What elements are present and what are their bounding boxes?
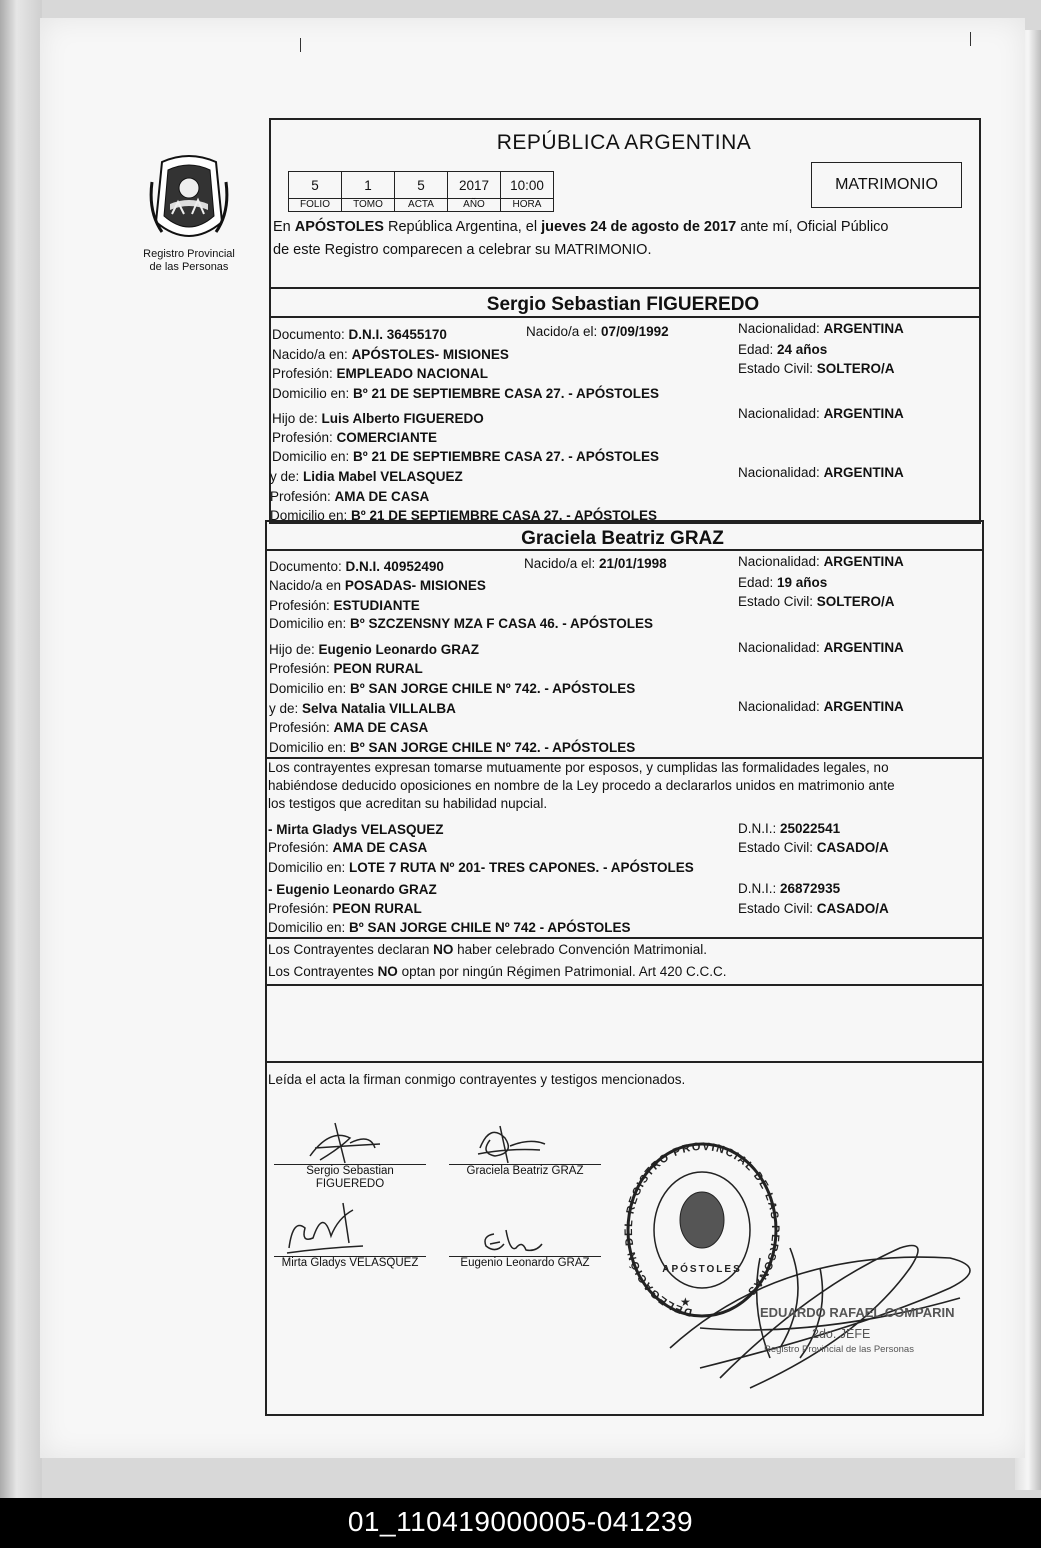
divider [265, 757, 982, 759]
value: Bº 21 DE SEPTIEMBRE CASA 27. - APÓSTOLES [351, 508, 658, 523]
intro-date: jueves 24 de agosto de 2017 [541, 219, 737, 235]
value: ARGENTINA [823, 406, 904, 421]
witness1-profession [268, 840, 427, 856]
witness1-civil-status [738, 840, 889, 856]
signature-scribble-spouse1 [300, 1118, 390, 1168]
label: Profesión: [269, 661, 334, 676]
signature-scribble-spouse2 [470, 1118, 560, 1168]
intro-text: República Argentina, el [383, 219, 542, 235]
hora-value: 10:00 [501, 172, 554, 199]
spouse2-birthdate [524, 556, 667, 572]
witness2-address [268, 920, 630, 936]
label: Domicilio en: [269, 740, 351, 755]
label: Hijo de: [269, 642, 319, 657]
witness1-dni [738, 821, 840, 837]
spouse1-father-nationality [738, 406, 904, 422]
spouse2-civil-status [738, 594, 895, 610]
label: Nacionalidad: [738, 699, 824, 714]
label: Profesión: [270, 489, 335, 504]
value: 26872935 [780, 881, 841, 896]
signature-name: FIGUEREDO [315, 1178, 385, 1190]
value: POSADAS- MISIONES [344, 578, 486, 593]
value: Lidia Mabel VELASQUEZ [303, 469, 463, 484]
misiones-coat-of-arms-logo [148, 152, 230, 248]
value: EMPLEADO NACIONAL [336, 366, 489, 381]
spouse2-nationality [738, 554, 904, 570]
spouse1-address [272, 386, 659, 402]
spouse2-father-address [269, 681, 635, 697]
text-bold: NO [377, 964, 398, 979]
label: Estado Civil: [738, 361, 817, 376]
label: Edad: [738, 575, 778, 590]
text-bold: NO [433, 942, 454, 957]
value: Eugenio Leonardo GRAZ [318, 642, 480, 657]
seal-center-text: APÓSTOLES [662, 1264, 742, 1275]
folio-value: 5 [289, 172, 342, 199]
label: D.N.I.: [738, 821, 781, 836]
declaration-line-1: Los contrayentes expresan tomarse mutuamente por esposos, y cumplidas las formalidades legales, no [268, 760, 889, 775]
witness2-dni [738, 881, 840, 897]
spouse1-mother-profession [270, 489, 429, 505]
spouse1-nationality [738, 321, 904, 337]
value: ARGENTINA [823, 465, 904, 480]
signature-scribble-witness1 [283, 1198, 373, 1258]
witness2-profession [268, 901, 422, 917]
intro-place: APÓSTOLES [294, 219, 384, 235]
value: PEON RURAL [333, 661, 423, 676]
footer-code: 01_110419000005-041239 [0, 1498, 1041, 1548]
label: Estado Civil: [738, 840, 817, 855]
value: Luis Alberto FIGUEREDO [321, 411, 484, 426]
label: Profesión: [269, 720, 334, 735]
seal-ring-text: DELEGACIÓN DEL REGISTRO PROVINCIAL DE LAS PERSONAS [622, 1140, 782, 1319]
label: Nacido/a el: [524, 556, 600, 571]
label: Domicilio en: [268, 920, 350, 935]
divider [265, 984, 982, 986]
label: D.N.I.: [738, 881, 781, 896]
closing-statement: Leída el acta la firman conmigo contrayentes y testigos mencionados. [268, 1072, 686, 1087]
signature-name: Sergio Sebastian [306, 1165, 394, 1177]
page-tick [970, 32, 971, 46]
label: Domicilio en: [268, 860, 350, 875]
declaration-line-3: los testigos que acreditan su habilidad nupcial. [268, 796, 548, 811]
label: Profesión: [269, 598, 334, 613]
value: APÓSTOLES- MISIONES [351, 347, 509, 362]
anio-value: 2017 [448, 172, 501, 199]
value: 24 años [777, 342, 828, 357]
spouse2-mother-profession [269, 720, 428, 736]
value: SOLTERO/A [816, 594, 895, 609]
officer-org: Registro Provincial de las Personas [764, 1344, 914, 1355]
value: 21/01/1998 [599, 556, 667, 571]
value: SOLTERO/A [816, 361, 895, 376]
registry-table [288, 171, 554, 212]
label: Domicilio en: [272, 449, 354, 464]
officer-name: EDUARDO RAFAEL COMPARIN [760, 1305, 955, 1320]
intro-line-1 [273, 219, 889, 235]
label: Domicilio en: [272, 386, 354, 401]
label: Nacido/a en: [272, 347, 352, 362]
spouse2-mother-address [269, 740, 635, 756]
spouse1-birthdate [526, 324, 669, 340]
tomo-label: TOMO [342, 199, 395, 212]
value: Bº SAN JORGE CHILE Nº 742. - APÓSTOLES [350, 740, 636, 755]
text: haber celebrado Convención Matrimonial. [453, 942, 707, 957]
value: AMA DE CASA [334, 489, 430, 504]
value: Bº 21 DE SEPTIEMBRE CASA 27. - APÓSTOLES [353, 449, 660, 464]
label: y de: [269, 701, 303, 716]
spouse2-name: Graciela Beatriz GRAZ [521, 528, 724, 549]
value: ARGENTINA [823, 554, 904, 569]
spouse1-mother-address [270, 508, 657, 524]
spouse2-age [738, 575, 827, 591]
signature-label-witness1: Mirta Gladys VELASQUEZ [281, 1257, 419, 1269]
hora-label: HORA [501, 199, 554, 212]
value: Selva Natalia VILLALBA [302, 701, 456, 716]
anio-label: AÑO [448, 199, 501, 212]
value: LOTE 7 RUTA Nº 201- TRES CAPONES. - APÓSTOLES [349, 860, 694, 875]
label: Estado Civil: [738, 594, 817, 609]
signature-label-spouse2: Graciela Beatriz GRAZ [466, 1165, 584, 1177]
intro-text: En [273, 219, 295, 235]
page-edge-left [0, 0, 42, 1500]
convention-line-2 [268, 964, 727, 980]
spouse2-mother-nationality [738, 699, 904, 715]
value: PEON RURAL [332, 901, 422, 916]
label: Profesión: [268, 901, 333, 916]
label: Profesión: [268, 840, 333, 855]
spouse2-address [269, 616, 653, 632]
value: COMERCIANTE [336, 430, 438, 445]
label: Edad: [738, 342, 778, 357]
value: CASADO/A [816, 901, 889, 916]
value: AMA DE CASA [333, 720, 429, 735]
logo-caption-line-1: Registro Provincial [143, 248, 235, 260]
spouse1-document [272, 327, 447, 343]
divider [265, 1061, 982, 1063]
label: Hijo de: [272, 411, 322, 426]
label: Nacionalidad: [738, 640, 824, 655]
logo-caption [128, 248, 250, 274]
label: Domicilio en: [270, 508, 352, 523]
act-type-box: MATRIMONIO [811, 162, 962, 208]
witness2-civil-status [738, 901, 889, 917]
value: 07/09/1992 [601, 324, 669, 339]
label: Profesión: [272, 430, 337, 445]
spouse2-mother [269, 701, 456, 717]
spouse1-age [738, 342, 827, 358]
acta-label: ACTA [395, 199, 448, 212]
value: 25022541 [780, 821, 841, 836]
value: ESTUDIANTE [333, 598, 420, 613]
convention-line-1 [268, 942, 707, 958]
label: Estado Civil: [738, 901, 817, 916]
witness1-address [268, 860, 694, 876]
value: Bº SZCZENSNY MZA F CASA 46. - APÓSTOLES [350, 616, 653, 631]
witness2-name: - Eugenio Leonardo GRAZ [268, 882, 437, 897]
intro-line-2: de este Registro comparecen a celebrar su MATRIMONIO. [273, 242, 652, 258]
spouse1-name: Sergio Sebastian FIGUEREDO [486, 294, 760, 315]
spouse2-birthplace [269, 578, 486, 594]
spouse2-profession [269, 598, 420, 614]
signature-label-witness2: Eugenio Leonardo GRAZ [460, 1257, 590, 1269]
spouse2-father-profession [269, 661, 423, 677]
label: Profesión: [272, 366, 337, 381]
value: D.N.I. 40952490 [345, 559, 444, 574]
logo-caption-line-2: de las Personas [149, 261, 229, 273]
intro-text: ante mí, Oficial Público [736, 219, 889, 235]
value: Bº SAN JORGE CHILE Nº 742. - APÓSTOLES [350, 681, 636, 696]
svg-text:★: ★ [680, 1295, 691, 1309]
text: Los Contrayentes [268, 964, 378, 979]
value: Bº 21 DE SEPTIEMBRE CASA 27. - APÓSTOLES [353, 386, 660, 401]
spouse1-father-profession [272, 430, 437, 446]
spouse1-mother-nationality [738, 465, 904, 481]
label: Nacionalidad: [738, 554, 824, 569]
spouse1-civil-status [738, 361, 895, 377]
page-tick [300, 38, 301, 52]
text: Los Contrayentes declaran [268, 942, 434, 957]
signature-label-spouse1 [274, 1165, 426, 1191]
folio-label: FOLIO [289, 199, 342, 212]
spouse2-document [269, 559, 444, 575]
label: Nacido/a el: [526, 324, 602, 339]
country-title: REPÚBLICA ARGENTINA [496, 131, 752, 154]
value: D.N.I. 36455170 [348, 327, 447, 342]
spouse2-father [269, 642, 479, 658]
spouse1-birthplace [272, 347, 509, 363]
spouse1-mother [270, 469, 463, 485]
label: Documento: [269, 559, 346, 574]
witness1-name: - Mirta Gladys VELASQUEZ [268, 822, 444, 837]
label: Domicilio en: [269, 616, 351, 631]
divider [265, 937, 982, 939]
acta-value: 5 [395, 172, 448, 199]
divider [269, 287, 979, 289]
officer-title: 2do. JEFE [812, 1327, 871, 1341]
value: Bº SAN JORGE CHILE Nº 742 - APÓSTOLES [349, 920, 631, 935]
value: 19 años [777, 575, 828, 590]
spouse2-father-nationality [738, 640, 904, 656]
label: Nacido/a en [269, 578, 345, 593]
spouse1-father [272, 411, 484, 427]
text: optan por ningún Régimen Patrimonial. Art 420 C.C.C. [397, 964, 727, 979]
declaration-line-2: habiéndose deducido oposiciones en nombre de la Ley procedo a declararlos unidos en matrimonio ante [268, 778, 895, 793]
value: ARGENTINA [823, 321, 904, 336]
label: Nacionalidad: [738, 465, 824, 480]
label: Nacionalidad: [738, 406, 824, 421]
value: ARGENTINA [823, 699, 904, 714]
label: Documento: [272, 327, 349, 342]
divider [269, 316, 979, 318]
label: Nacionalidad: [738, 321, 824, 336]
tomo-value: 1 [342, 172, 395, 199]
value: CASADO/A [816, 840, 889, 855]
value: AMA DE CASA [332, 840, 428, 855]
spouse1-father-address [272, 449, 659, 465]
label: y de: [270, 469, 304, 484]
spouse1-profession [272, 366, 488, 382]
label: Domicilio en: [269, 681, 351, 696]
value: ARGENTINA [823, 640, 904, 655]
